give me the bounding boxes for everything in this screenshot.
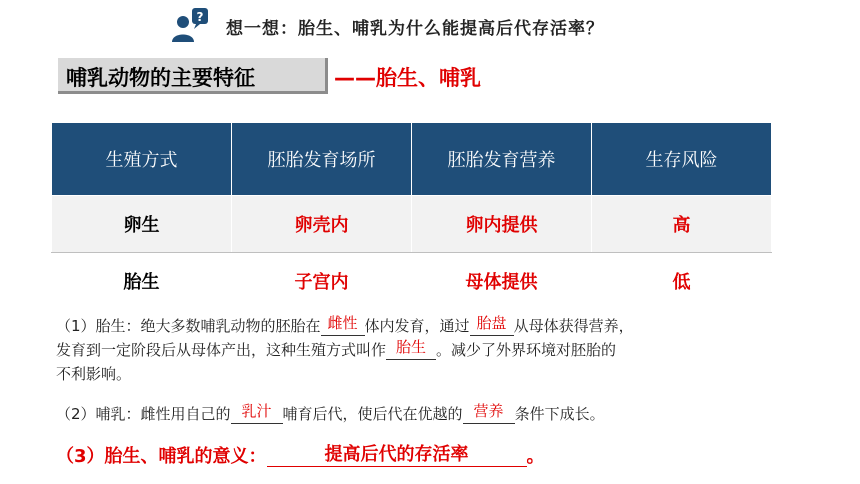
text: 发育到一定阶段后从母体产出，这种生殖方式叫作 — [56, 341, 387, 359]
paragraph-1-line-2 — [56, 338, 616, 363]
section-subtitle: ——胎生、哺乳 — [334, 66, 481, 90]
text: 。减少了外界环境对胚胎的 — [436, 341, 617, 359]
table-row — [52, 253, 772, 310]
answer-blank: 营养 — [463, 399, 515, 424]
section-title: 哺乳动物的主要特征 — [66, 66, 255, 90]
text: 条件下成长。 — [514, 405, 605, 423]
table-header: 胚胎发育场所 — [232, 123, 412, 196]
person-question-icon — [170, 8, 210, 42]
paragraph-3 — [56, 442, 545, 469]
text: 哺育后代，使后代在优越的 — [282, 405, 463, 423]
svg-text:?: ? — [196, 10, 204, 24]
comparison-table — [51, 122, 772, 310]
text: （3）胎生、哺乳的意义： — [56, 446, 267, 467]
paragraph-1-line-3 — [56, 362, 131, 386]
text: （2）哺乳：雌性用自己的 — [56, 405, 231, 423]
table-cell: 卵生 — [52, 196, 232, 253]
paragraph-1-line-1 — [56, 314, 634, 339]
table-cell: 卵内提供 — [412, 196, 592, 253]
text: 从母体获得营养， — [513, 317, 634, 335]
table-header: 胚胎发育营养 — [412, 123, 592, 196]
table-cell: 母体提供 — [412, 253, 592, 310]
answer-blank: 乳汁 — [231, 399, 283, 424]
table-cell: 子宫内 — [232, 253, 412, 310]
text: 不利影响。 — [56, 365, 132, 383]
answer-blank: 胎盘 — [470, 311, 514, 336]
text: 。 — [526, 446, 545, 467]
question-text: 想一想：胎生、哺乳为什么能提高后代存活率？ — [226, 19, 604, 39]
answer-blank: 提高后代的存活率 — [267, 440, 527, 467]
table-cell: 高 — [592, 196, 772, 253]
answer-blank: 雌性 — [321, 311, 365, 336]
table-cell: 胎生 — [52, 253, 232, 310]
table-cell: 卵壳内 — [232, 196, 412, 253]
table-header: 生存风险 — [592, 123, 772, 196]
table-header-row — [52, 123, 772, 196]
table-row — [52, 196, 772, 253]
paragraph-2 — [56, 402, 605, 427]
table-header: 生殖方式 — [52, 123, 232, 196]
answer-blank: 胎生 — [386, 335, 436, 360]
table-cell: 低 — [592, 253, 772, 310]
text: （1）胎生：绝大多数哺乳动物的胚胎在 — [56, 317, 321, 335]
text: 体内发育，通过 — [364, 317, 470, 335]
